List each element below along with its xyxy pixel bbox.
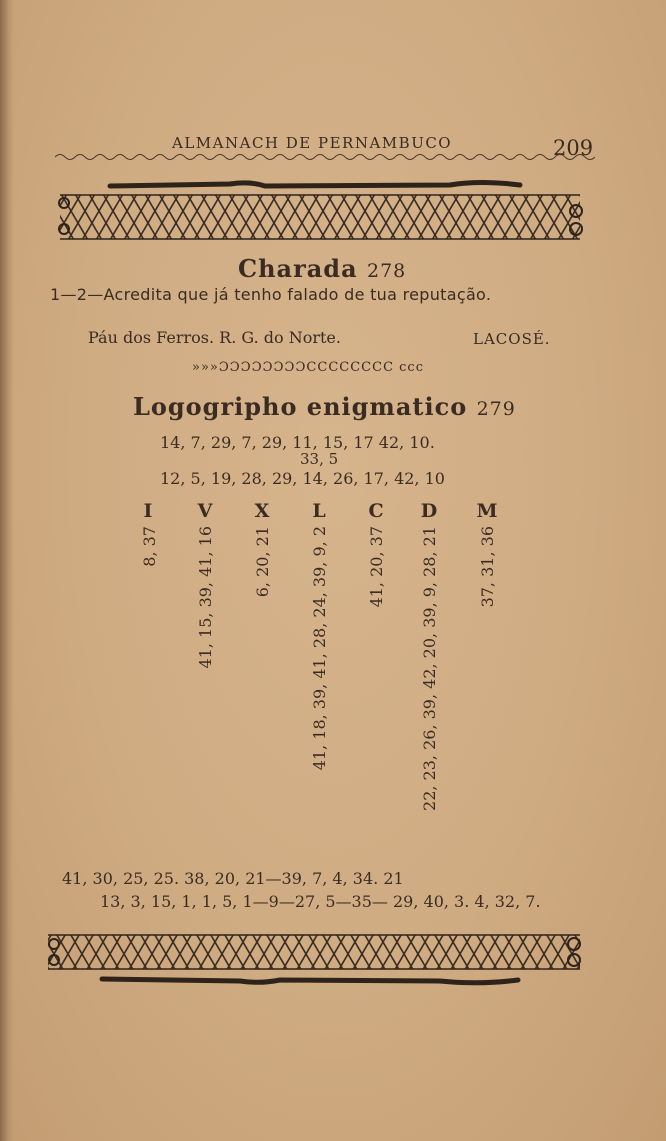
column-values-i: 8, 37 [140,526,159,567]
page-number: 209 [553,136,594,160]
charada-author: LACOSÉ. [473,330,551,348]
column-letter-l: L [312,500,326,522]
bottom-line-1: 41, 30, 25, 25. 38, 20, 21—39, 7, 4, 34. 21 [62,869,404,888]
column-letter-c: C [368,500,384,522]
logogripho-heading [133,392,516,421]
top-ornament-band [50,175,590,243]
charada-place: Páu dos Ferros. R. G. do Norte. [88,328,341,347]
charada-heading [238,254,406,283]
column-values-d: 22, 23, 26, 39, 42, 20, 39, 9, 28, 21 [420,526,439,811]
clue-line-1: 14, 7, 29, 7, 29, 11, 15, 17 42, 10. [160,433,435,452]
column-letter-d: D [420,500,438,522]
column-values-x: 6, 20, 21 [253,526,272,598]
charada-title: Charada [238,254,358,283]
charada-text: 1—2—Acredita que já tenho falado de tua reputação. [50,285,492,304]
logogripho-title: Logogripho enigmatico [133,392,468,421]
column-letter-m: M [476,500,498,522]
logogripho-number: 279 [476,398,516,420]
charada-number: 278 [367,260,407,282]
column-letter-i: I [143,500,153,522]
bottom-ornament-band [40,930,590,992]
page-edge [0,0,14,1141]
column-values-m: 37, 31, 36 [478,526,497,608]
clue-line-1b: 33, 5 [300,450,339,468]
clue-line-2: 12, 5, 19, 28, 29, 14, 26, 17, 42, 10 [160,469,445,488]
column-letter-x: X [254,500,270,522]
column-letter-v: V [197,500,213,522]
bottom-line-2: 13, 3, 15, 1, 1, 5, 1—9—27, 5—35— 29, 40, 3. 4, 32, 7. [100,892,541,911]
column-values-l: 41, 18, 39, 41, 28, 24, 39, 9, 2 [310,526,329,771]
running-title: ALMANACH DE PERNAMBUCO [172,134,453,152]
column-values-c: 41, 20, 37 [367,526,386,608]
wavy-rule [55,150,595,164]
ornament-divider: »»»ƆƆƆƆƆƆƆƆCCCCCCCC ccc [192,360,424,375]
column-values-v: 41, 15, 39, 41, 16 [196,526,215,669]
